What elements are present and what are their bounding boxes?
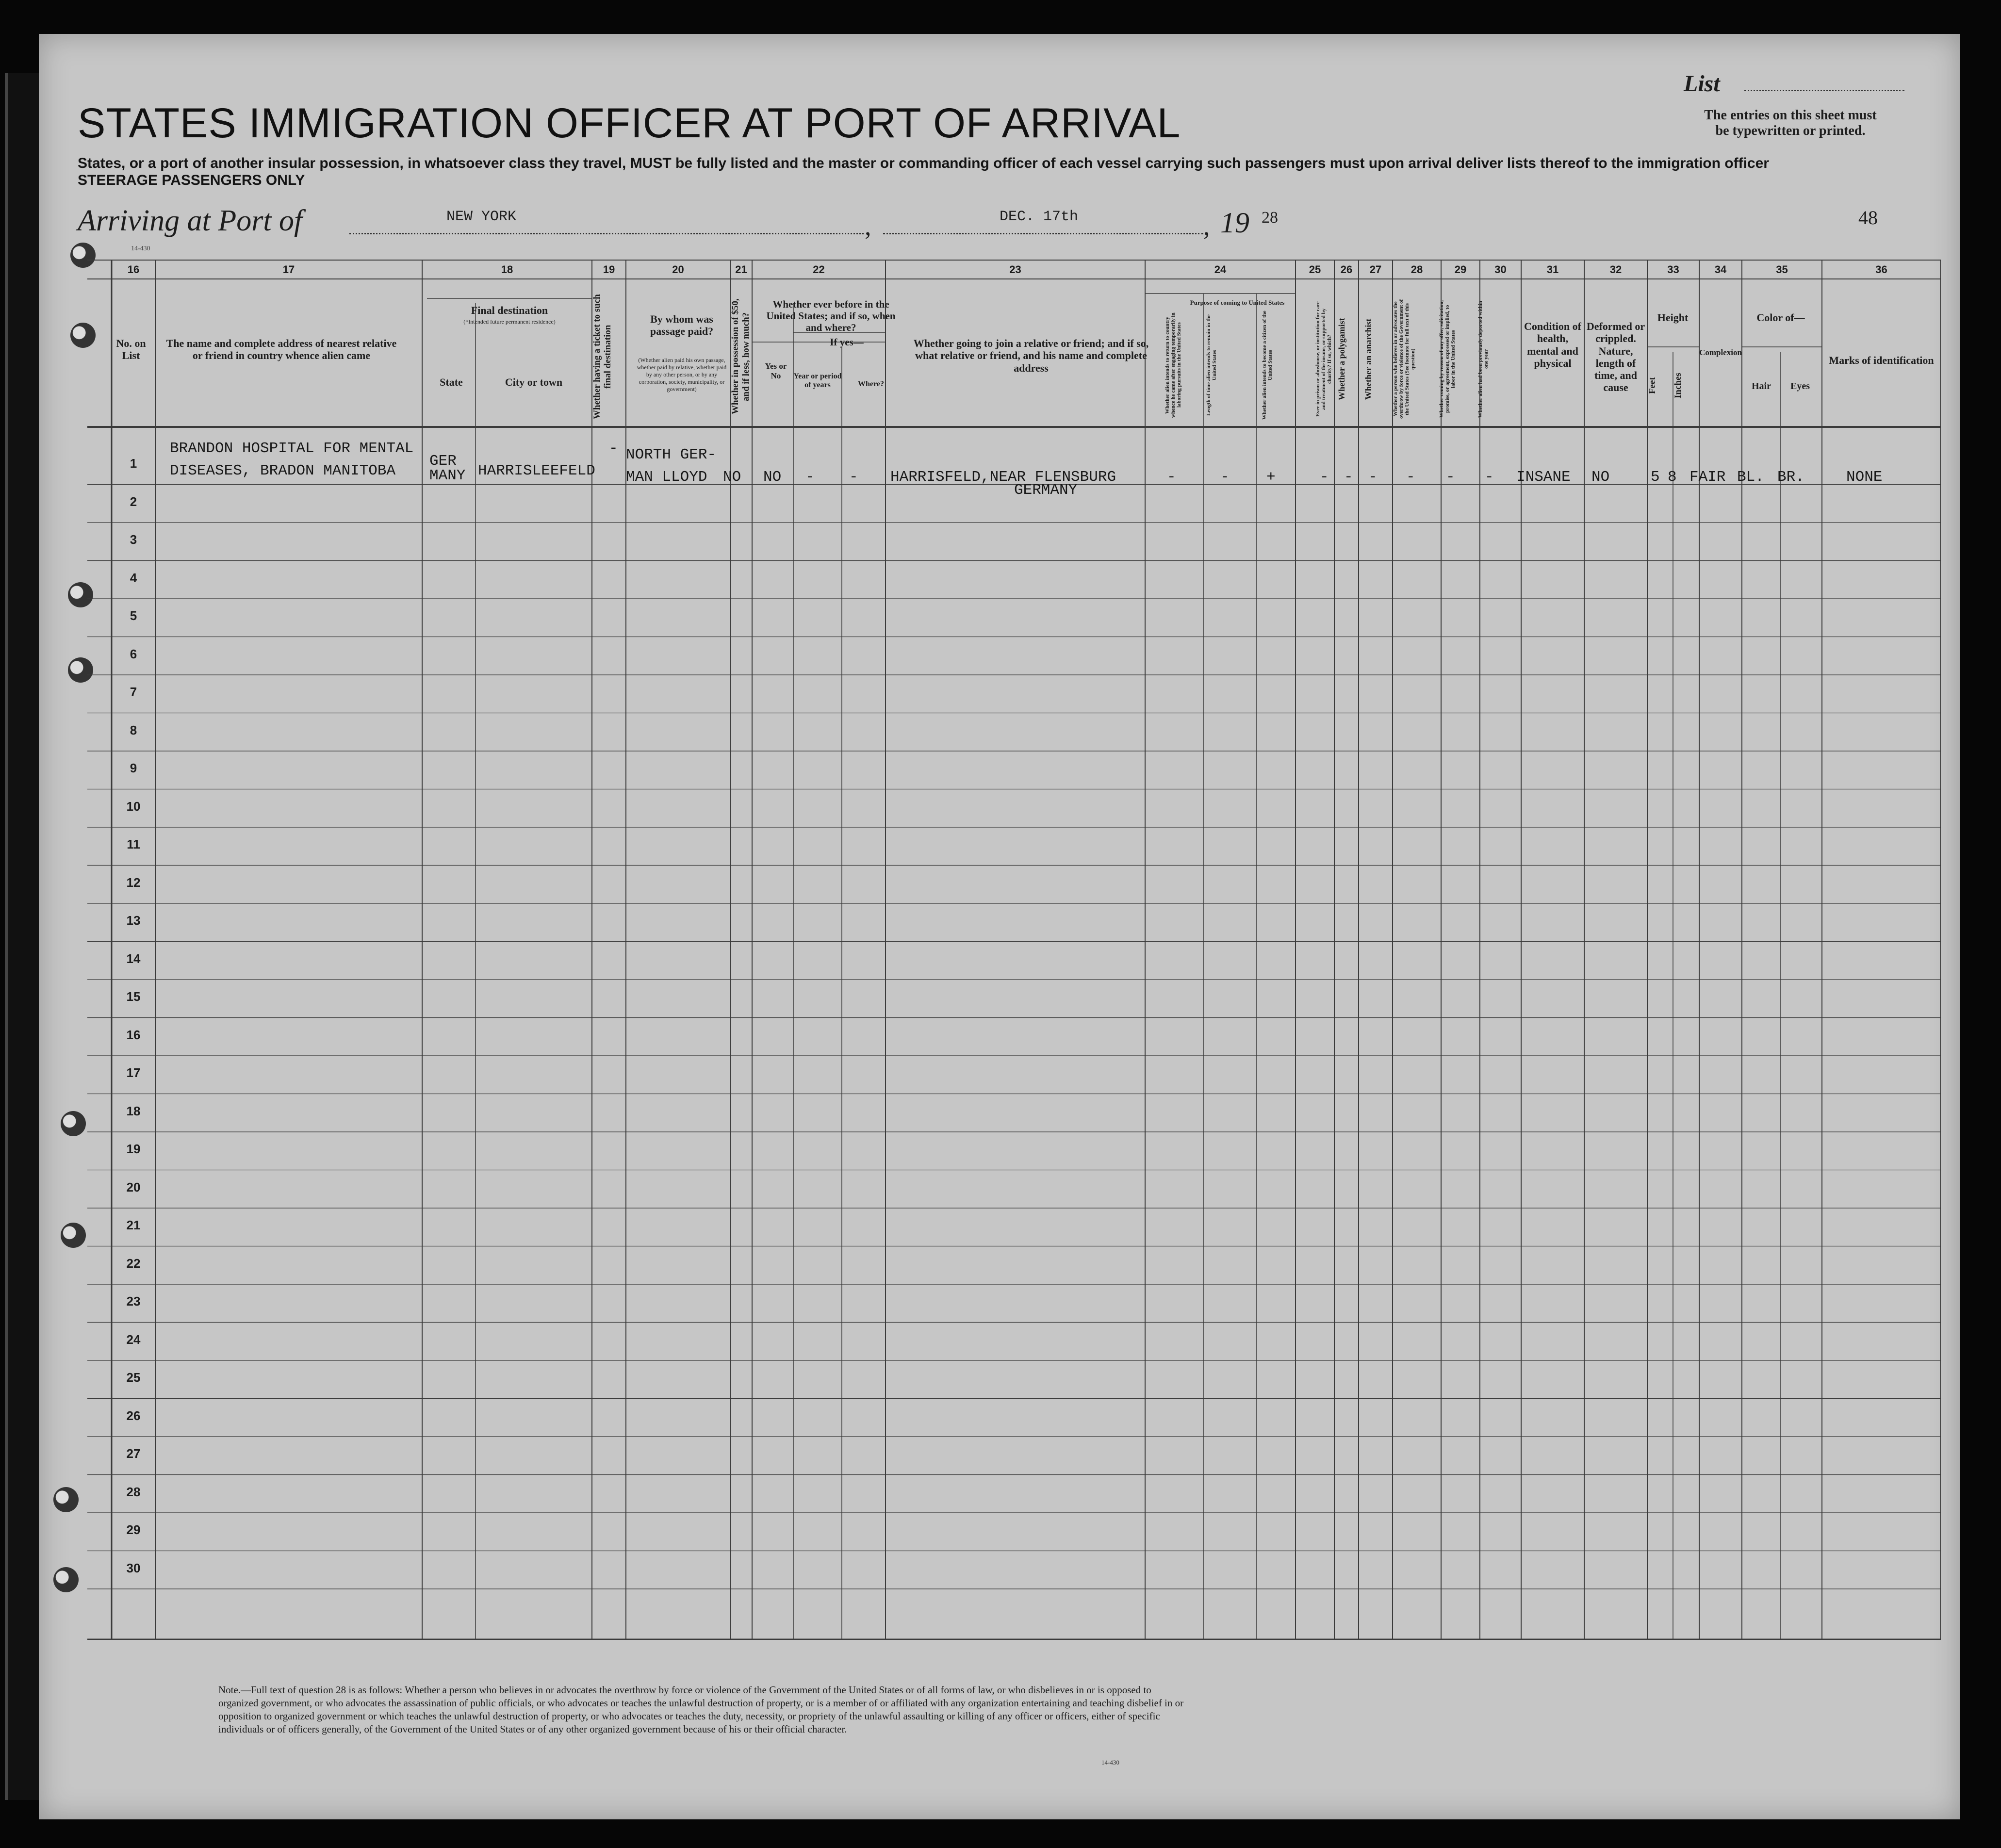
header-join-relative: Whether going to join a relative or friend; and if so, what relative or friend, and his name and complete address xyxy=(913,337,1149,374)
entries-note: The entries on this sheet must be typewritten or printed. xyxy=(1704,108,1877,138)
row-number: 4 xyxy=(130,570,137,585)
row-number: 2 xyxy=(130,494,137,509)
column-number: 35 xyxy=(1776,263,1788,276)
list-number-line xyxy=(1744,90,1904,91)
cell-join-line2: GERMANY xyxy=(1014,482,1078,499)
header-fifty-dollars: Whether in possession of $50, and if less, how much? xyxy=(730,298,751,415)
binder-hole xyxy=(61,1223,86,1248)
header-polygamist: Whether a polygamist xyxy=(1337,318,1346,400)
row-number: 9 xyxy=(130,761,137,775)
arrival-label: Arriving at Port of xyxy=(78,204,303,237)
left-binding-edge xyxy=(5,73,42,1800)
class-note: STEERAGE PASSENGERS ONLY xyxy=(78,172,305,188)
cell-paid-line1: NORTH GER- xyxy=(626,446,717,463)
header-length: Length of time alien intends to remain in the United States xyxy=(1206,314,1217,416)
column-number: 32 xyxy=(1609,263,1622,276)
column-number: 31 xyxy=(1546,263,1559,276)
cell-polygamist: - xyxy=(1344,469,1353,486)
binder-hole xyxy=(53,1567,79,1592)
column-number: 17 xyxy=(282,263,295,276)
cell-offer: - xyxy=(1446,469,1455,486)
column-number: 26 xyxy=(1340,263,1353,276)
arrival-date: DEC. 17th xyxy=(1000,209,1079,225)
page-number: 48 xyxy=(1858,207,1878,229)
header-year: Year or period of years xyxy=(793,372,842,390)
column-number: 30 xyxy=(1494,263,1507,276)
cell-join-line1: HARRISFELD,NEAR FLENSBURG xyxy=(890,469,1116,486)
header-prison: Ever in prison or almshouse, or institution for care and treatment of the insane, or supported by charity? If so, which? xyxy=(1315,301,1332,417)
cell-eyes: BR. xyxy=(1777,469,1804,486)
instructions-text: States, or a port of another insular possession, in whatsoever class they travel, MUST be fully listed and the master or commanding officer of each vessel carrying such passengers must upon arrival deliver lists thereof to the immigration officer xyxy=(78,155,1769,171)
cell-year: - xyxy=(805,469,815,486)
header-if-yes: If yes— xyxy=(830,336,864,348)
column-number: 22 xyxy=(813,263,825,276)
header-health: Condition of health, mental and physical xyxy=(1524,320,1581,369)
cell-health: INSANE xyxy=(1516,469,1571,486)
cell-marks: NONE xyxy=(1846,469,1883,486)
binder-hole xyxy=(53,1487,79,1512)
cell-state-line1: GER xyxy=(429,453,457,470)
header-ever-before-us: Whether ever before in the United States; and if so, when and where? xyxy=(766,298,896,334)
list-label: List xyxy=(1684,71,1720,97)
header-final-destination: Final destination xyxy=(471,304,548,316)
cell-citizen: + xyxy=(1266,469,1276,486)
row-number: 6 xyxy=(130,646,137,661)
row-number: 8 xyxy=(130,722,137,737)
column-number: 28 xyxy=(1411,263,1423,276)
cell-overthrow: - xyxy=(1406,469,1415,486)
header-overthrow: Whether a person who believes in or advocates the overthrow by force or violence of the Government of the United States (See footnote for full text of this question) xyxy=(1393,299,1416,419)
row-number: 10 xyxy=(126,799,141,814)
header-complexion: Complexion xyxy=(1699,348,1742,357)
header-yes-no: Yes or No xyxy=(765,361,787,380)
header-where: Where? xyxy=(858,380,884,388)
row-number: 29 xyxy=(126,1522,141,1537)
arrival-port: NEW YORK xyxy=(446,209,517,225)
row-number: 1 xyxy=(130,456,137,471)
year-prefix: 19 xyxy=(1220,207,1249,239)
column-number: 23 xyxy=(1009,263,1021,276)
separator: , xyxy=(865,212,871,241)
row-number: 7 xyxy=(130,685,137,699)
column-number: 34 xyxy=(1714,263,1727,276)
cell-state-line2: MANY xyxy=(429,467,466,484)
column-number: 29 xyxy=(1454,263,1467,276)
row-number: 19 xyxy=(126,1142,141,1156)
header-marks: Marks of identification xyxy=(1829,354,1934,366)
footnote: Note.—Full text of question 28 is as follows: Whether a person who believes in or advocates the overthrow by force or violence of the Government of the United States or of all forms of law, or who disbelieves in or is opposed to organized government, or who advocates the assassination of public officials, or who advocates or teaches the unlawful destruction of property, or is a member of or affiliated with any organization entertaining and teaching disbelief in or opposition to organized government or which teaches the unlawful destruction of property, or who advocates or teaches the duty, necessity, or propriety of the unlawful assaulting or killing of any officer or officers, either of specific individuals or of officers generally, of the Government of the United States or of any other organized government because of his or their official character. xyxy=(218,1684,1184,1735)
row-number: 15 xyxy=(126,989,141,1004)
header-purpose: Purpose of coming to United States xyxy=(1190,299,1285,306)
row-number: 5 xyxy=(130,608,137,623)
row-number: 12 xyxy=(126,875,141,890)
header-offer: Whether coming by reason of any offer, solicitation, promise, or agreement, expressed or implied, to labor in the United States xyxy=(1439,300,1456,418)
cell-hair: BL. xyxy=(1737,469,1764,486)
cell-prison: - xyxy=(1320,469,1329,486)
cell-anarchist: - xyxy=(1368,469,1378,486)
header-city: City or town xyxy=(505,376,563,388)
header-feet: Feet xyxy=(1647,377,1657,394)
column-number: 18 xyxy=(501,263,513,276)
row-number: 18 xyxy=(126,1103,141,1118)
column-number: 33 xyxy=(1667,263,1679,276)
row-number: 20 xyxy=(126,1179,141,1194)
row-number: 13 xyxy=(126,913,141,928)
row-number: 28 xyxy=(126,1484,141,1499)
header-state: State xyxy=(440,376,463,388)
header-ticket: Whether having a ticket to such final destination xyxy=(592,294,613,419)
manifest-table xyxy=(87,260,1941,1640)
column-number: 20 xyxy=(672,263,684,276)
header-color-of: Color of— xyxy=(1756,311,1805,324)
cell-city: HARRISLEEFELD xyxy=(478,462,595,479)
row-number: 30 xyxy=(126,1560,141,1575)
year-suffix: 28 xyxy=(1262,209,1278,227)
header-deformed: Deformed or crippled. Nature, length of time, and cause xyxy=(1586,320,1645,394)
column-number: 16 xyxy=(127,263,140,276)
form-number: 14-430 xyxy=(131,245,150,252)
column-number: 25 xyxy=(1309,263,1321,276)
row-number: 27 xyxy=(126,1446,141,1461)
header-eyes: Eyes xyxy=(1790,381,1810,392)
page-title: STATES IMMIGRATION OFFICER AT PORT OF ARRIVAL xyxy=(78,100,1181,147)
header-passage-paid-note: (Whether alien paid his own passage, whether paid by relative, whether paid by any other person, or by any corporation, society, municipality, or government) xyxy=(637,357,727,392)
row-number: 24 xyxy=(126,1332,141,1347)
cell-before-us: NO xyxy=(763,469,782,486)
row-number: 26 xyxy=(126,1408,141,1423)
header-anarchist: Whether an anarchist xyxy=(1363,318,1373,400)
date-line xyxy=(883,233,1203,234)
row-number: 17 xyxy=(126,1065,141,1080)
cell-money: NO xyxy=(723,469,741,486)
row-number: 21 xyxy=(126,1218,141,1232)
column-number: 36 xyxy=(1875,263,1887,276)
row-number: 16 xyxy=(126,1027,141,1042)
header-deported: Whether alien had been previously deported within one year xyxy=(1477,300,1489,418)
header-final-destination-note: (*Intended future permanent residence) xyxy=(463,318,556,325)
row-number: 25 xyxy=(126,1370,141,1385)
footer-form-number: 14-430 xyxy=(1101,1759,1119,1766)
column-number: 27 xyxy=(1369,263,1382,276)
column-number: 19 xyxy=(603,263,615,276)
header-inches: Inches xyxy=(1673,373,1683,399)
row-number: 14 xyxy=(126,951,141,966)
row-number: 23 xyxy=(126,1294,141,1308)
header-hair: Hair xyxy=(1752,381,1771,392)
separator: , xyxy=(1203,212,1210,241)
header-passage-paid: By whom was passage paid? xyxy=(650,313,714,338)
cell-return: - xyxy=(1167,469,1176,486)
cell-inches: 8 xyxy=(1668,469,1677,486)
cell-relative-line2: DISEASES, BRADON MANITOBA xyxy=(170,462,396,479)
cell-deformed: NO xyxy=(1591,469,1610,486)
cell-feet: 5 xyxy=(1651,469,1660,486)
cell-length: - xyxy=(1220,469,1230,486)
header-height: Height xyxy=(1657,311,1689,324)
header-no-on-list: No. on List xyxy=(116,337,146,362)
port-line xyxy=(349,233,864,234)
row-number: 22 xyxy=(126,1256,141,1271)
cell-ticket: - xyxy=(609,440,618,457)
cell-paid-line2: MAN LLOYD xyxy=(626,469,707,486)
cell-complexion: FAIR xyxy=(1689,469,1726,486)
column-number: 21 xyxy=(735,263,747,276)
row-number: 11 xyxy=(127,837,140,851)
binder-hole xyxy=(61,1111,86,1136)
header-citizen: Whether alien intends to become a citizen of the United States xyxy=(1262,311,1273,420)
header-return: Whether alien intends to return to country whence he came after engaging temporarily in laboring pursuits in the United States xyxy=(1165,312,1182,418)
header-relative: The name and complete address of nearest relative or friend in country whence alien came xyxy=(166,337,397,362)
cell-where: - xyxy=(849,469,858,486)
column-number: 24 xyxy=(1214,263,1227,276)
cell-relative-line1: BRANDON HOSPITAL FOR MENTAL xyxy=(170,440,414,457)
row-number: 3 xyxy=(130,532,137,547)
cell-deported: - xyxy=(1485,469,1494,486)
